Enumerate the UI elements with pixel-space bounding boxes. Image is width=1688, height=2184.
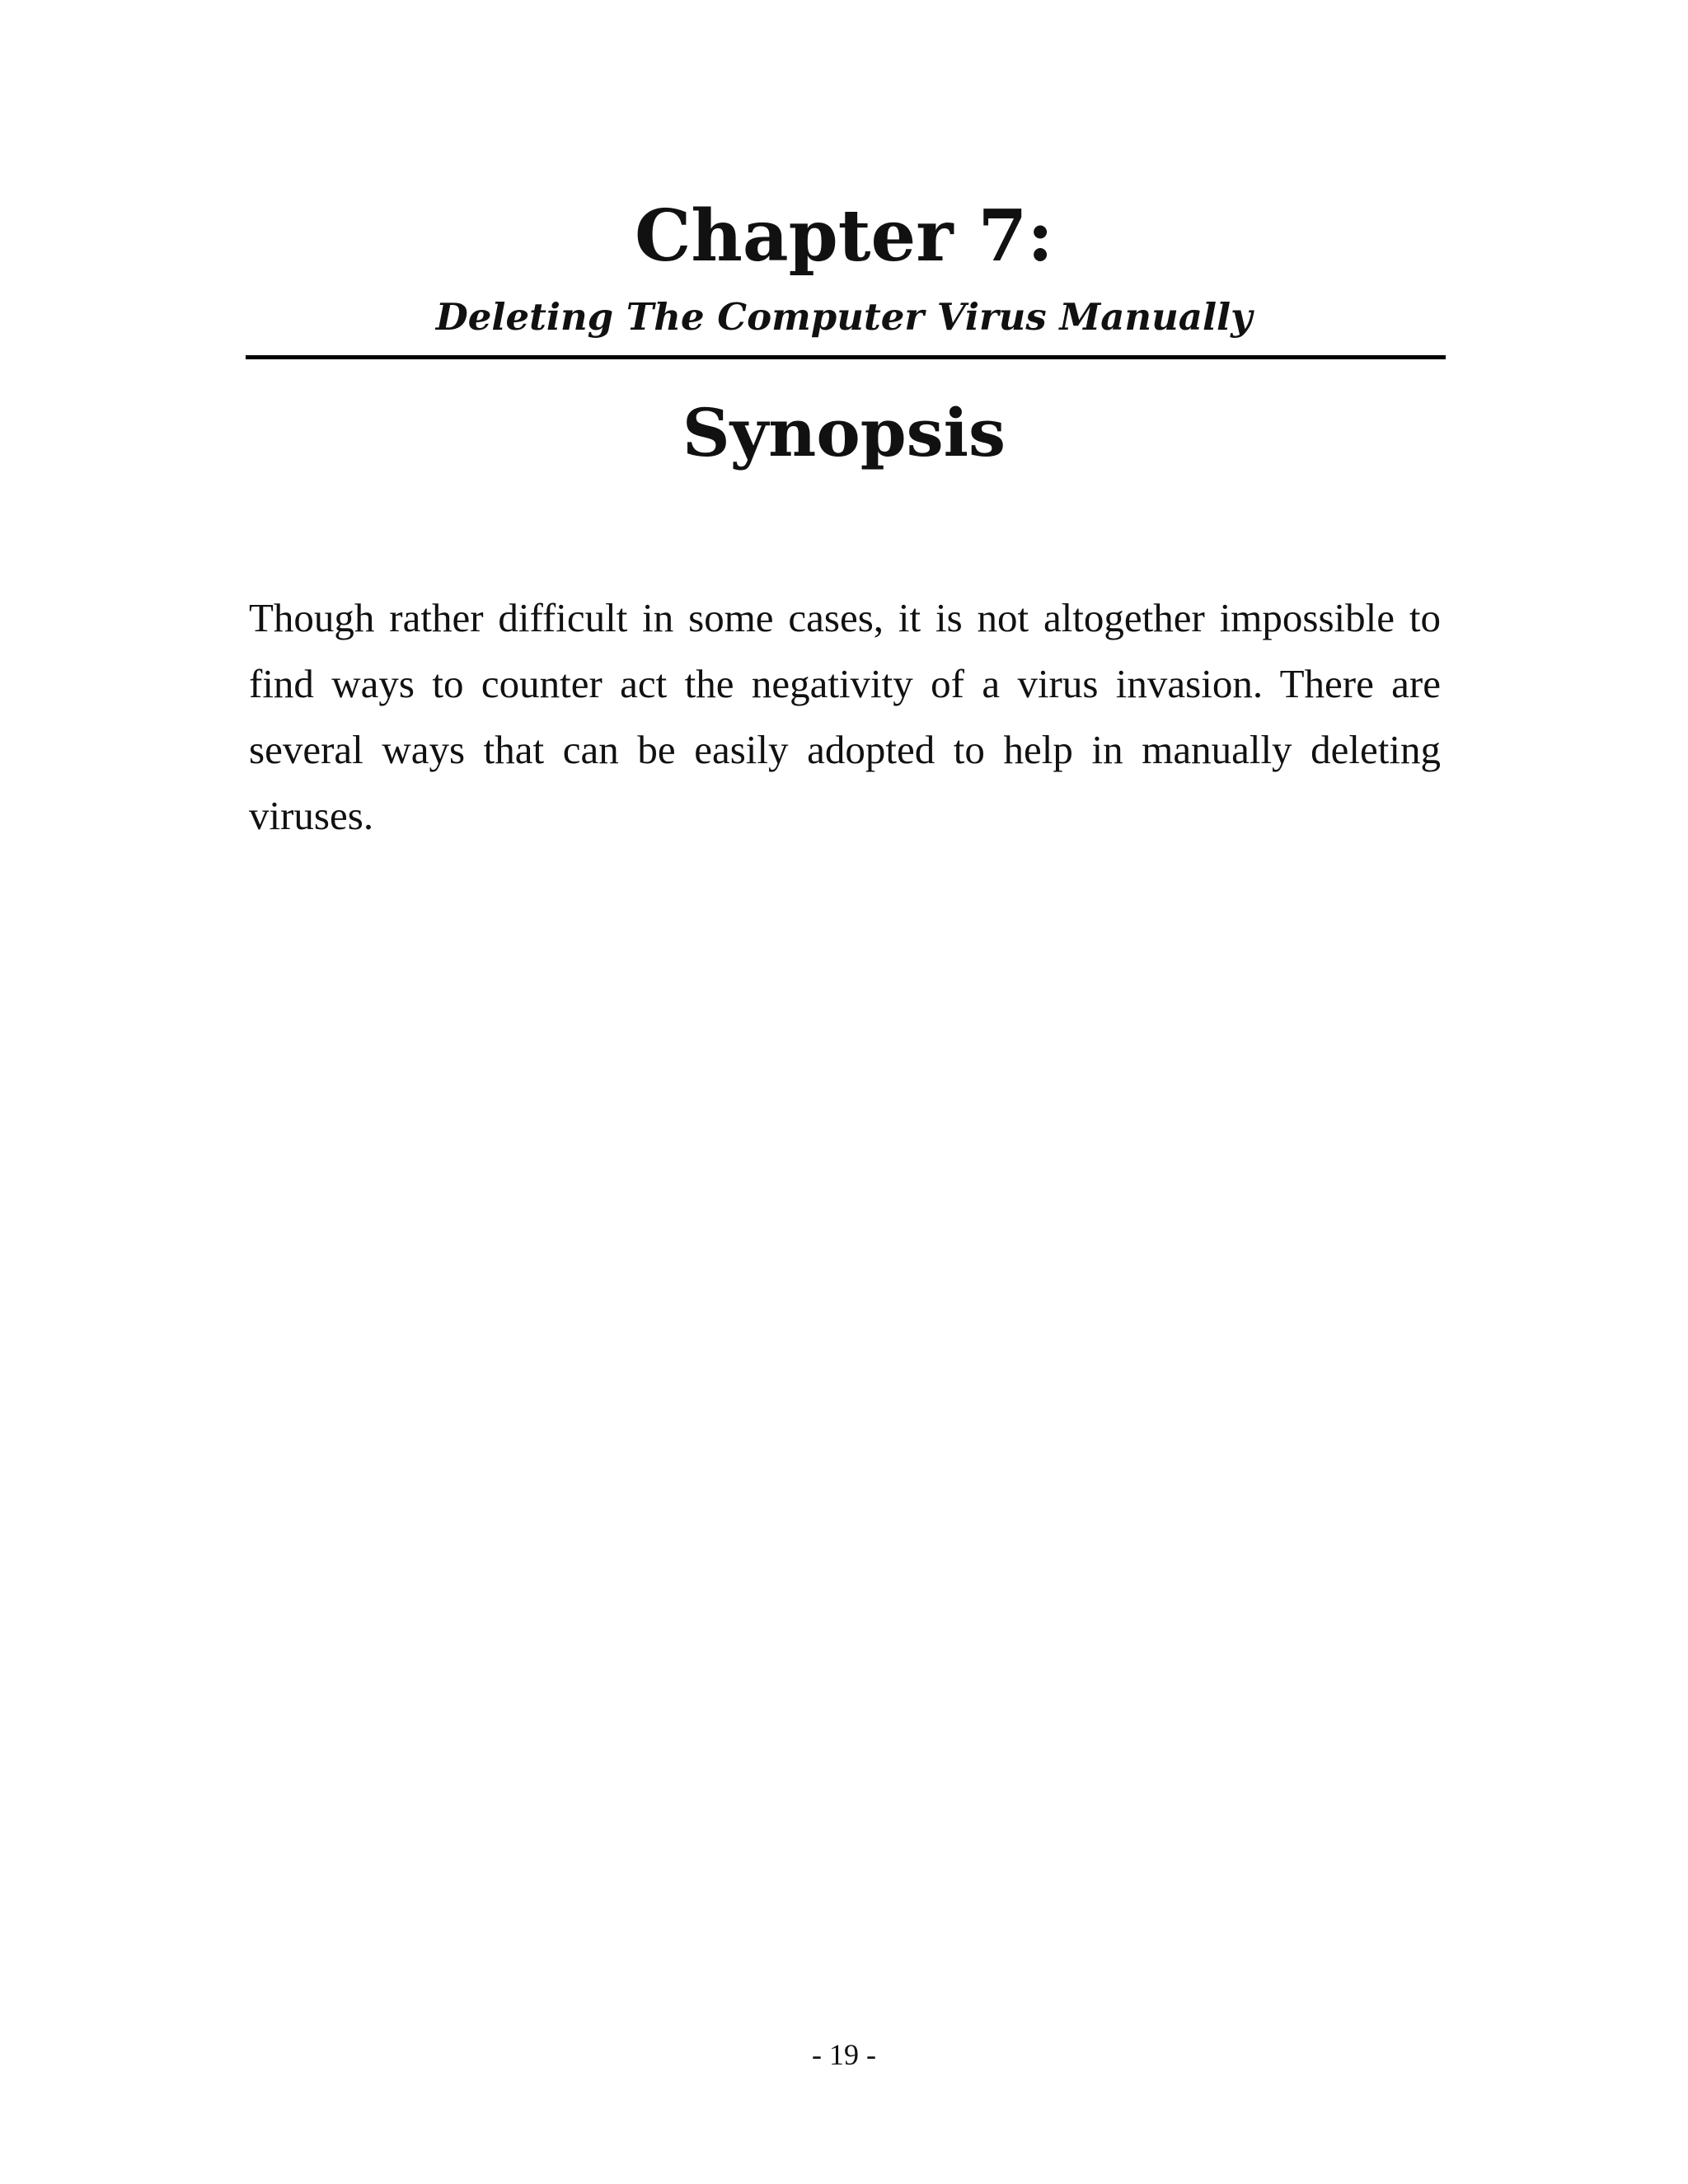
- chapter-title: Chapter 7:: [634, 194, 1054, 278]
- body-paragraph: Though rather difficult in some cases, it is not altogether impossible to find ways to counter act the negativity of a virus invasion. There are several ways that can be easily adopted to help in manually deleting viruses.: [249, 595, 1441, 838]
- page-number: - 19 -: [812, 2038, 876, 2071]
- title-divider: [246, 355, 1446, 359]
- chapter-subtitle: Deleting The Computer Virus Manually: [435, 295, 1253, 339]
- section-title: Synopsis: [682, 394, 1006, 471]
